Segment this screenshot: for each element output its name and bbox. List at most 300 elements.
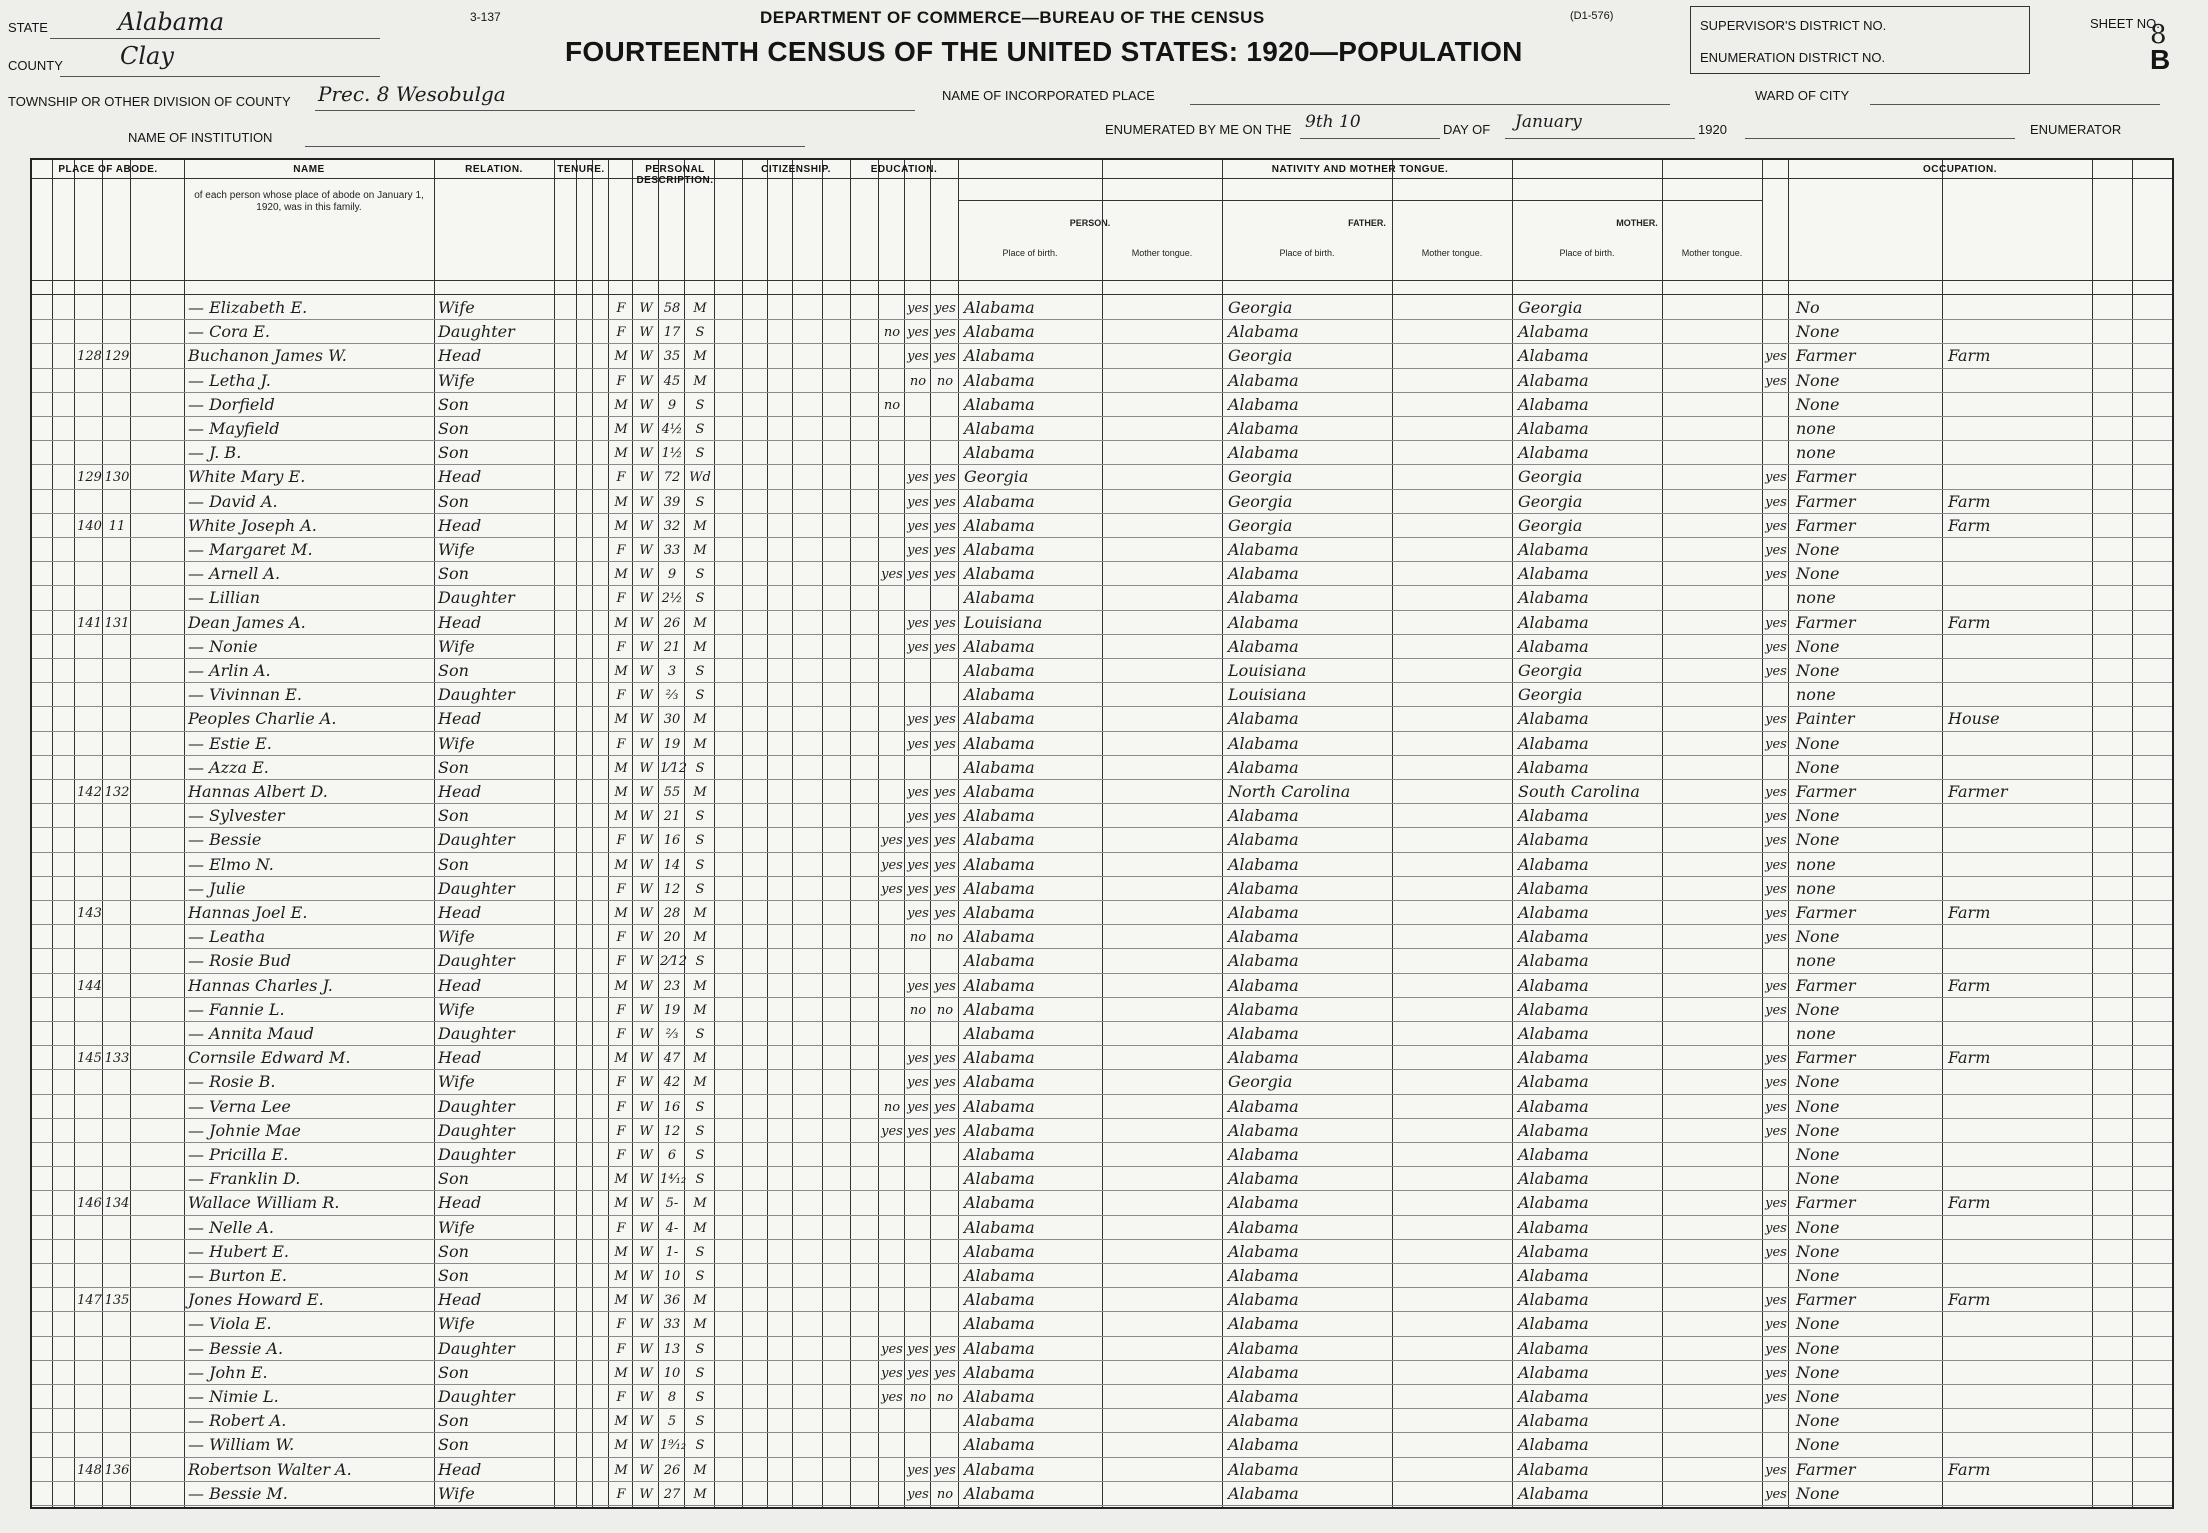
age-cell: 4½ xyxy=(661,422,683,437)
able-to-read-cell: yes xyxy=(907,833,929,849)
occupation-cell: Farmer xyxy=(1796,467,1856,487)
person-birthplace-cell: Alabama xyxy=(964,1266,1035,1285)
table-row xyxy=(32,1458,2172,1482)
enumerated-label: ENUMERATED BY ME ON THE xyxy=(1105,122,1292,137)
relation-cell: Wife xyxy=(438,540,475,559)
occupation-cell: none xyxy=(1796,878,1836,898)
age-cell: 9 xyxy=(667,567,677,583)
race-cell: W xyxy=(639,1365,653,1381)
occupation-cell: None xyxy=(1796,1096,1840,1116)
able-to-read-cell: no xyxy=(909,1002,927,1018)
mother-birthplace-cell: Alabama xyxy=(1518,1266,1589,1285)
sex-cell: F xyxy=(616,736,626,752)
occupation-cell: none xyxy=(1796,685,1836,705)
attended-school-cell: yes xyxy=(881,1123,903,1139)
person-birthplace-cell: Louisiana xyxy=(964,612,1043,632)
relation-cell: Wife xyxy=(438,999,475,1019)
dwelling-number-cell: 146 xyxy=(77,1196,102,1212)
relation-cell: Wife xyxy=(438,1483,475,1503)
dwelling-number-cell: 141 xyxy=(77,615,102,631)
mother-birthplace-cell: Alabama xyxy=(1518,370,1589,390)
person-birthplace-cell: Alabama xyxy=(964,733,1035,753)
father-birthplace-cell: Georgia xyxy=(1228,346,1293,366)
race-cell: W xyxy=(639,1269,653,1284)
able-to-write-cell: no xyxy=(936,930,954,946)
mother-birthplace-cell: Alabama xyxy=(1518,394,1589,414)
person-birthplace-cell: Alabama xyxy=(964,1435,1035,1455)
race-cell: W xyxy=(639,1220,653,1236)
race-cell: W xyxy=(639,760,653,776)
mother-birthplace-cell: Georgia xyxy=(1518,467,1583,487)
person-name-cell: Hannas Charles J. xyxy=(188,975,333,995)
attended-school-cell: yes xyxy=(881,833,903,849)
table-row xyxy=(32,998,2172,1022)
sheet-number: 8 xyxy=(2150,20,2167,50)
marital-status-cell: S xyxy=(695,954,705,970)
sex-cell: F xyxy=(616,1341,626,1357)
able-to-read-cell: yes xyxy=(907,1099,929,1115)
table-row xyxy=(32,611,2172,635)
mother-birthplace-cell: Alabama xyxy=(1518,709,1589,729)
person-name-cell: — Robert A. xyxy=(188,1411,287,1431)
census-title: FOURTEENTH CENSUS OF THE UNITED STATES: 1920—POPULATION xyxy=(565,36,1523,67)
sex-cell: F xyxy=(616,1317,626,1333)
person-birthplace-cell: Alabama xyxy=(964,394,1035,414)
person-name-cell: — Annita Maud xyxy=(188,1024,314,1043)
father-birthplace-cell: Alabama xyxy=(1228,394,1299,414)
speaks-english-cell: yes xyxy=(1765,930,1787,946)
race-cell: W xyxy=(639,1462,653,1478)
father-birthplace-cell: Alabama xyxy=(1228,1145,1299,1164)
form-code: (D1-576) xyxy=(1570,10,1614,22)
speaks-english-cell: yes xyxy=(1765,1462,1787,1478)
attended-school-cell: no xyxy=(883,397,901,413)
place-of-abode-heading: PLACE OF ABODE. xyxy=(58,164,158,175)
dwelling-number-cell: 128 xyxy=(77,349,102,365)
industry-cell: Farm xyxy=(1948,1459,1991,1479)
table-row xyxy=(32,296,2172,320)
father-birthplace-label: Place of birth. xyxy=(1279,248,1335,258)
sex-cell: M xyxy=(614,567,628,583)
age-cell: 36 xyxy=(663,1293,681,1309)
able-to-read-cell: yes xyxy=(907,736,929,752)
marital-status-cell: S xyxy=(695,1148,705,1163)
marital-status-cell: M xyxy=(693,301,707,316)
sex-cell: F xyxy=(616,543,626,558)
marital-status-cell: M xyxy=(693,349,707,365)
dwelling-number-cell: 148 xyxy=(77,1462,102,1478)
industry-cell: Farmer xyxy=(1948,782,2008,801)
relation-cell: Head xyxy=(438,1290,482,1310)
able-to-write-cell: yes xyxy=(934,712,956,728)
father-birthplace-cell: Alabama xyxy=(1228,1338,1299,1358)
occupation-cell: None xyxy=(1796,999,1840,1019)
attended-school-cell: no xyxy=(883,325,901,341)
table-row xyxy=(32,780,2172,804)
person-name-cell: White Mary E. xyxy=(188,467,306,487)
race-cell: W xyxy=(639,1051,653,1067)
marital-status-cell: S xyxy=(695,1027,705,1042)
relation-cell: Head xyxy=(438,515,482,535)
able-to-read-cell: yes xyxy=(907,785,929,800)
age-cell: 12 xyxy=(663,881,681,897)
marital-status-cell: M xyxy=(693,930,707,946)
attended-school-cell: yes xyxy=(881,857,903,873)
sex-cell: M xyxy=(614,712,628,728)
mother-birthplace-cell: Alabama xyxy=(1518,419,1589,438)
table-row xyxy=(32,1482,2172,1506)
able-to-write-cell: yes xyxy=(934,1123,956,1139)
marital-status-cell: M xyxy=(693,1293,707,1309)
mother-birthplace-cell: Alabama xyxy=(1518,1411,1589,1431)
person-name-cell: — Mayfield xyxy=(188,419,280,438)
table-row xyxy=(32,1288,2172,1312)
race-cell: W xyxy=(639,301,653,316)
person-birthplace-cell: Alabama xyxy=(964,1362,1035,1382)
attended-school-cell: yes xyxy=(881,567,903,583)
occupation-cell: None xyxy=(1796,1072,1840,1092)
age-cell: 19 xyxy=(663,1002,681,1018)
marital-status-cell: S xyxy=(695,1244,705,1260)
race-cell: W xyxy=(639,712,653,728)
table-row xyxy=(32,344,2172,368)
marital-status-cell: S xyxy=(695,397,705,413)
relation-cell: Wife xyxy=(438,370,475,390)
able-to-write-cell: yes xyxy=(934,615,956,631)
relation-cell: Daughter xyxy=(438,830,515,850)
occupation-cell: None xyxy=(1796,394,1840,414)
family-number-cell: 136 xyxy=(104,1462,130,1478)
sex-cell: M xyxy=(614,615,628,631)
marital-status-cell: S xyxy=(695,688,705,704)
relation-cell: Head xyxy=(438,782,482,801)
relation-cell: Son xyxy=(438,806,469,826)
occupation-cell: None xyxy=(1796,733,1840,753)
family-number-cell: 132 xyxy=(104,785,130,800)
table-row xyxy=(32,393,2172,417)
age-cell: 16 xyxy=(663,1099,681,1115)
mother-birthplace-cell: Alabama xyxy=(1518,1048,1589,1068)
table-row xyxy=(32,417,2172,441)
age-cell: 72 xyxy=(663,470,681,486)
age-cell: 26 xyxy=(663,1462,681,1478)
marital-status-cell: Wd xyxy=(689,470,711,486)
able-to-write-cell: yes xyxy=(934,1051,956,1067)
person-name-cell: — Hubert E. xyxy=(188,1241,289,1261)
race-cell: W xyxy=(639,1293,653,1309)
relation-cell: Daughter xyxy=(438,322,515,342)
father-birthplace-cell: Alabama xyxy=(1228,878,1299,898)
mother-birthplace-cell: Alabama xyxy=(1518,1362,1589,1382)
able-to-write-cell: no xyxy=(936,1390,954,1405)
table-row xyxy=(32,1433,2172,1457)
marital-status-cell: S xyxy=(695,1390,705,1405)
marital-status-cell: M xyxy=(693,736,707,752)
person-name-cell: Buchanon James W. xyxy=(188,346,347,366)
father-birthplace-cell: Alabama xyxy=(1228,1217,1299,1237)
able-to-write-cell: yes xyxy=(934,349,956,365)
age-cell: 23 xyxy=(663,978,681,994)
age-cell: 1½ xyxy=(661,446,683,462)
occupation-heading: OCCUPATION. xyxy=(1922,164,1997,175)
race-cell: W xyxy=(639,1486,653,1502)
marital-status-cell: M xyxy=(693,906,707,921)
person-name-cell: — Viola E. xyxy=(188,1314,272,1334)
industry-cell: Farm xyxy=(1948,1048,1991,1068)
race-cell: W xyxy=(639,664,653,679)
table-row xyxy=(32,1409,2172,1433)
occupation-cell: None xyxy=(1796,1145,1840,1164)
personal-description-heading: PERSONAL DESCRIPTION. xyxy=(636,164,714,186)
speaks-english-cell: yes xyxy=(1765,736,1787,752)
race-cell: W xyxy=(639,881,653,897)
able-to-read-cell: no xyxy=(909,930,927,946)
marital-status-cell: M xyxy=(693,615,707,631)
speaks-english-cell: yes xyxy=(1765,1051,1787,1067)
father-birthplace-cell: Alabama xyxy=(1228,1411,1299,1431)
able-to-write-cell: yes xyxy=(934,518,956,534)
speaks-english-cell: yes xyxy=(1765,833,1787,849)
occupation-cell: none xyxy=(1796,443,1836,463)
able-to-write-cell: yes xyxy=(934,301,956,316)
father-birthplace-cell: Alabama xyxy=(1228,1435,1299,1455)
sex-cell: M xyxy=(614,760,628,776)
table-row xyxy=(32,1167,2172,1191)
father-birthplace-cell: Louisiana xyxy=(1228,685,1307,705)
occupation-cell: None xyxy=(1796,636,1840,656)
relation-cell: Son xyxy=(438,661,469,680)
marital-status-cell: S xyxy=(695,446,705,462)
person-birthplace-cell: Alabama xyxy=(964,1387,1035,1406)
relation-cell: Daughter xyxy=(438,1120,515,1140)
occupation-cell: None xyxy=(1796,1411,1840,1431)
able-to-write-cell: yes xyxy=(934,833,956,849)
mother-birthplace-cell: Alabama xyxy=(1518,999,1589,1019)
able-to-write-cell: yes xyxy=(934,1462,956,1478)
father-birthplace-cell: Alabama xyxy=(1228,322,1299,342)
able-to-write-cell: yes xyxy=(934,1075,956,1091)
institution-label: NAME OF INSTITUTION xyxy=(128,130,273,145)
race-cell: W xyxy=(639,1148,653,1163)
enumeration-district-label: ENUMERATION DISTRICT NO. xyxy=(1700,50,1886,65)
mother-birthplace-cell: South Carolina xyxy=(1518,782,1640,801)
person-name-cell: — Bessie M. xyxy=(188,1483,288,1503)
census-year: 1920 xyxy=(1698,122,1727,137)
race-cell: W xyxy=(639,1390,653,1405)
age-cell: 42 xyxy=(663,1075,681,1091)
table-row xyxy=(32,635,2172,659)
race-cell: W xyxy=(639,325,653,341)
person-name-cell: White Joseph A. xyxy=(188,515,317,535)
person-birthplace-cell: Alabama xyxy=(964,515,1035,535)
person-name-cell: — J. B. xyxy=(188,443,242,463)
able-to-read-cell: yes xyxy=(907,1051,929,1067)
mother-birthplace-cell: Alabama xyxy=(1518,757,1589,777)
able-to-read-cell: yes xyxy=(907,470,929,486)
speaks-english-cell: yes xyxy=(1765,785,1787,800)
father-birthplace-cell: Alabama xyxy=(1228,709,1299,729)
person-name-cell: — Franklin D. xyxy=(188,1169,301,1189)
marital-status-cell: M xyxy=(693,1462,707,1478)
table-row xyxy=(32,465,2172,489)
race-cell: W xyxy=(639,615,653,631)
sex-cell: M xyxy=(614,857,628,873)
person-birthplace-cell: Alabama xyxy=(964,927,1035,947)
occupation-cell: Farmer xyxy=(1796,903,1856,922)
table-row xyxy=(32,1046,2172,1070)
age-cell: 33 xyxy=(663,543,681,558)
mother-birthplace-cell: Alabama xyxy=(1518,975,1589,995)
marital-status-cell: M xyxy=(693,1486,707,1502)
sex-cell: M xyxy=(614,397,628,413)
race-cell: W xyxy=(639,736,653,752)
relation-cell: Son xyxy=(438,1362,469,1382)
age-cell: 21 xyxy=(663,639,681,655)
person-birthplace-cell: Alabama xyxy=(964,1048,1035,1068)
table-row xyxy=(32,828,2172,852)
age-cell: 1⁹⁄₁₂ xyxy=(660,1438,687,1454)
age-cell: 26 xyxy=(663,615,681,631)
occupation-cell: Farmer xyxy=(1796,1459,1856,1479)
person-name-cell: — David A. xyxy=(188,491,278,511)
person-birthplace-cell: Alabama xyxy=(964,782,1035,801)
marital-status-cell: M xyxy=(693,373,707,389)
marital-status-cell: S xyxy=(695,809,705,825)
father-birthplace-cell: Alabama xyxy=(1228,854,1299,874)
table-row xyxy=(32,1191,2172,1215)
occupation-cell: None xyxy=(1796,1338,1840,1358)
speaks-english-cell: yes xyxy=(1765,1244,1787,1260)
age-cell: 21 xyxy=(663,809,681,825)
relation-cell: Son xyxy=(438,443,469,463)
speaks-english-cell: yes xyxy=(1765,1099,1787,1115)
father-birthplace-cell: Alabama xyxy=(1228,588,1299,608)
father-birthplace-cell: Alabama xyxy=(1228,830,1299,850)
mother-birthplace-cell: Alabama xyxy=(1518,1387,1589,1406)
able-to-write-cell: no xyxy=(936,1002,954,1018)
marital-status-cell: S xyxy=(695,422,705,437)
relation-cell: Son xyxy=(438,564,469,584)
age-cell: 5 xyxy=(667,1414,677,1430)
person-name-cell: — Johnie Mae xyxy=(188,1120,301,1140)
person-birthplace-cell: Alabama xyxy=(964,951,1035,971)
industry-cell: Farm xyxy=(1948,1290,1991,1310)
mother-birthplace-cell: Alabama xyxy=(1518,322,1589,342)
person-birthplace-cell: Alabama xyxy=(964,1024,1035,1043)
race-cell: W xyxy=(639,422,653,437)
relation-cell: Head xyxy=(438,903,482,922)
father-birthplace-cell: North Carolina xyxy=(1228,782,1351,801)
father-birthplace-cell: Alabama xyxy=(1228,757,1299,777)
age-cell: 2⁄12 xyxy=(660,954,687,970)
incorporated-place-label: NAME OF INCORPORATED PLACE xyxy=(942,88,1155,103)
race-cell: W xyxy=(639,397,653,413)
sex-cell: F xyxy=(616,954,626,970)
person-birthplace-cell: Alabama xyxy=(964,1193,1035,1213)
marital-status-cell: S xyxy=(695,1414,705,1430)
father-birthplace-cell: Alabama xyxy=(1228,1241,1299,1261)
person-name-cell: — Letha J. xyxy=(188,370,271,390)
able-to-write-cell: yes xyxy=(934,1099,956,1115)
person-name-cell: — Azza E. xyxy=(188,757,269,777)
citizenship-heading: CITIZENSHIP. xyxy=(761,164,831,175)
race-cell: W xyxy=(639,1027,653,1042)
person-name-cell: Jones Howard E. xyxy=(188,1290,324,1310)
dwelling-number-cell: 143 xyxy=(77,906,102,921)
person-birthplace-cell: Alabama xyxy=(964,564,1035,584)
person-birthplace-cell: Alabama xyxy=(964,322,1035,342)
mother-birthplace-cell: Alabama xyxy=(1518,1072,1589,1092)
race-cell: W xyxy=(639,857,653,873)
sex-cell: F xyxy=(616,591,626,607)
person-name-cell: — Arlin A. xyxy=(188,661,271,680)
person-birthplace-cell: Alabama xyxy=(964,298,1035,317)
marital-status-cell: M xyxy=(693,518,707,534)
mother-birthplace-cell: Alabama xyxy=(1518,1290,1589,1310)
person-birthplace-cell: Alabama xyxy=(964,1314,1035,1334)
table-row xyxy=(32,1361,2172,1385)
able-to-read-cell: yes xyxy=(907,881,929,897)
able-to-read-cell: yes xyxy=(907,809,929,825)
person-name-cell: — Fannie L. xyxy=(188,999,285,1019)
sex-cell: F xyxy=(616,1027,626,1042)
relation-cell: Wife xyxy=(438,1072,475,1092)
sex-cell: M xyxy=(614,446,628,462)
age-cell: 4- xyxy=(665,1220,679,1236)
person-name-cell: Cornsile Edward M. xyxy=(188,1048,351,1068)
sex-cell: M xyxy=(614,518,628,534)
father-birthplace-cell: Louisiana xyxy=(1228,661,1307,680)
relation-cell: Wife xyxy=(438,733,475,753)
relation-cell: Son xyxy=(438,1411,469,1431)
name-heading: NAME xyxy=(293,164,325,175)
race-cell: W xyxy=(639,1099,653,1115)
attended-school-cell: yes xyxy=(881,1365,903,1381)
table-row xyxy=(32,949,2172,973)
person-birthplace-cell: Alabama xyxy=(964,1072,1035,1092)
sex-cell: M xyxy=(614,1196,628,1212)
father-birthplace-cell: Alabama xyxy=(1228,419,1299,438)
table-row xyxy=(32,1070,2172,1094)
marital-status-cell: S xyxy=(695,1341,705,1357)
person-birthplace-cell: Alabama xyxy=(964,1338,1035,1358)
form-number: 3-137 xyxy=(470,10,501,24)
occupation-cell: Farmer xyxy=(1796,346,1856,366)
industry-cell: Farm xyxy=(1948,491,1991,511)
person-birthplace-cell: Alabama xyxy=(964,806,1035,826)
able-to-write-cell: yes xyxy=(934,325,956,341)
father-birthplace-cell: Alabama xyxy=(1228,975,1299,995)
family-number-cell: 135 xyxy=(104,1293,130,1309)
mother-birthplace-cell: Alabama xyxy=(1518,854,1589,874)
person-birthplace-cell: Alabama xyxy=(964,1120,1035,1140)
age-cell: 32 xyxy=(663,518,681,534)
table-row xyxy=(32,562,2172,586)
state-label: STATE xyxy=(8,20,48,35)
father-birthplace-cell: Alabama xyxy=(1228,1193,1299,1213)
able-to-write-cell: yes xyxy=(934,881,956,897)
table-row xyxy=(32,320,2172,344)
speaks-english-cell: yes xyxy=(1765,978,1787,994)
age-cell: 35 xyxy=(663,349,681,365)
father-birthplace-cell: Alabama xyxy=(1228,1290,1299,1310)
relation-cell: Son xyxy=(438,1241,469,1261)
age-cell: 17 xyxy=(663,325,681,341)
able-to-read-cell: yes xyxy=(907,978,929,994)
person-birthplace-cell: Alabama xyxy=(964,1096,1035,1116)
table-row xyxy=(32,369,2172,393)
age-cell: 33 xyxy=(663,1317,681,1333)
